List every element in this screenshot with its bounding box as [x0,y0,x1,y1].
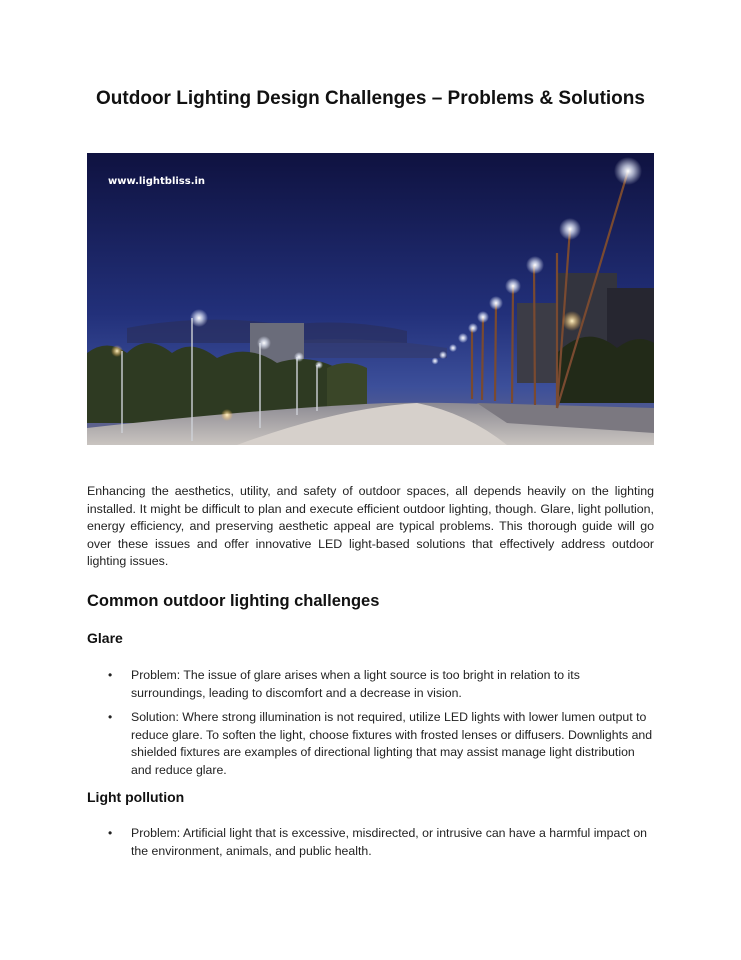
list-item [87,825,654,860]
list-item [87,667,654,702]
glare-bullet-list [87,667,654,787]
subsection-heading-light-pollution: Light pollution [87,789,185,805]
light-pollution-bullet-list [87,825,654,867]
intro-paragraph: Enhancing the aesthetics, utility, and safety of outdoor spaces, all depends heavily on the lighting installed. It might be difficult to plan and execute efficient outdoor lighting, though. Glare, light pollution, energy efficiency, and preserving aesthetic appeal are typical problems. This thorough guide will go over these issues and offer innovative LED light-based solutions that effectively address outdoor lighting issues. [87,484,654,569]
list-item-text: Problem: Artificial light that is excessive, misdirected, or intrusive can have a harmful impact on the environment, animals, and public health. [131,826,648,858]
night-street-illustration [87,153,654,445]
list-item [87,709,654,779]
list-item-text: Problem: The issue of glare arises when a light source is too bright in relation to its surroundings, leading to discomfort and a decrease in vision. [131,668,580,700]
page-title: Outdoor Lighting Design Challenges – Problems & Solutions [96,88,645,109]
image-watermark: www.lightbliss.in [108,176,206,187]
list-item-text: Solution: Where strong illumination is not required, utilize LED lights with lower lumen output to reduce glare. To soften the light, choose fixtures with frosted lenses or diffusers. Downlights and shielded fixtures are examples of directional lighting that may assist manage light distribution and reduce glare. [131,710,653,777]
street-lights-photo [87,153,654,445]
section-heading: Common outdoor lighting challenges [87,592,380,610]
bullet-glyph: • [108,668,113,682]
bullet-glyph: • [108,710,113,725]
subsection-heading-glare: Glare [87,630,123,646]
bullet-glyph: • [108,826,113,840]
